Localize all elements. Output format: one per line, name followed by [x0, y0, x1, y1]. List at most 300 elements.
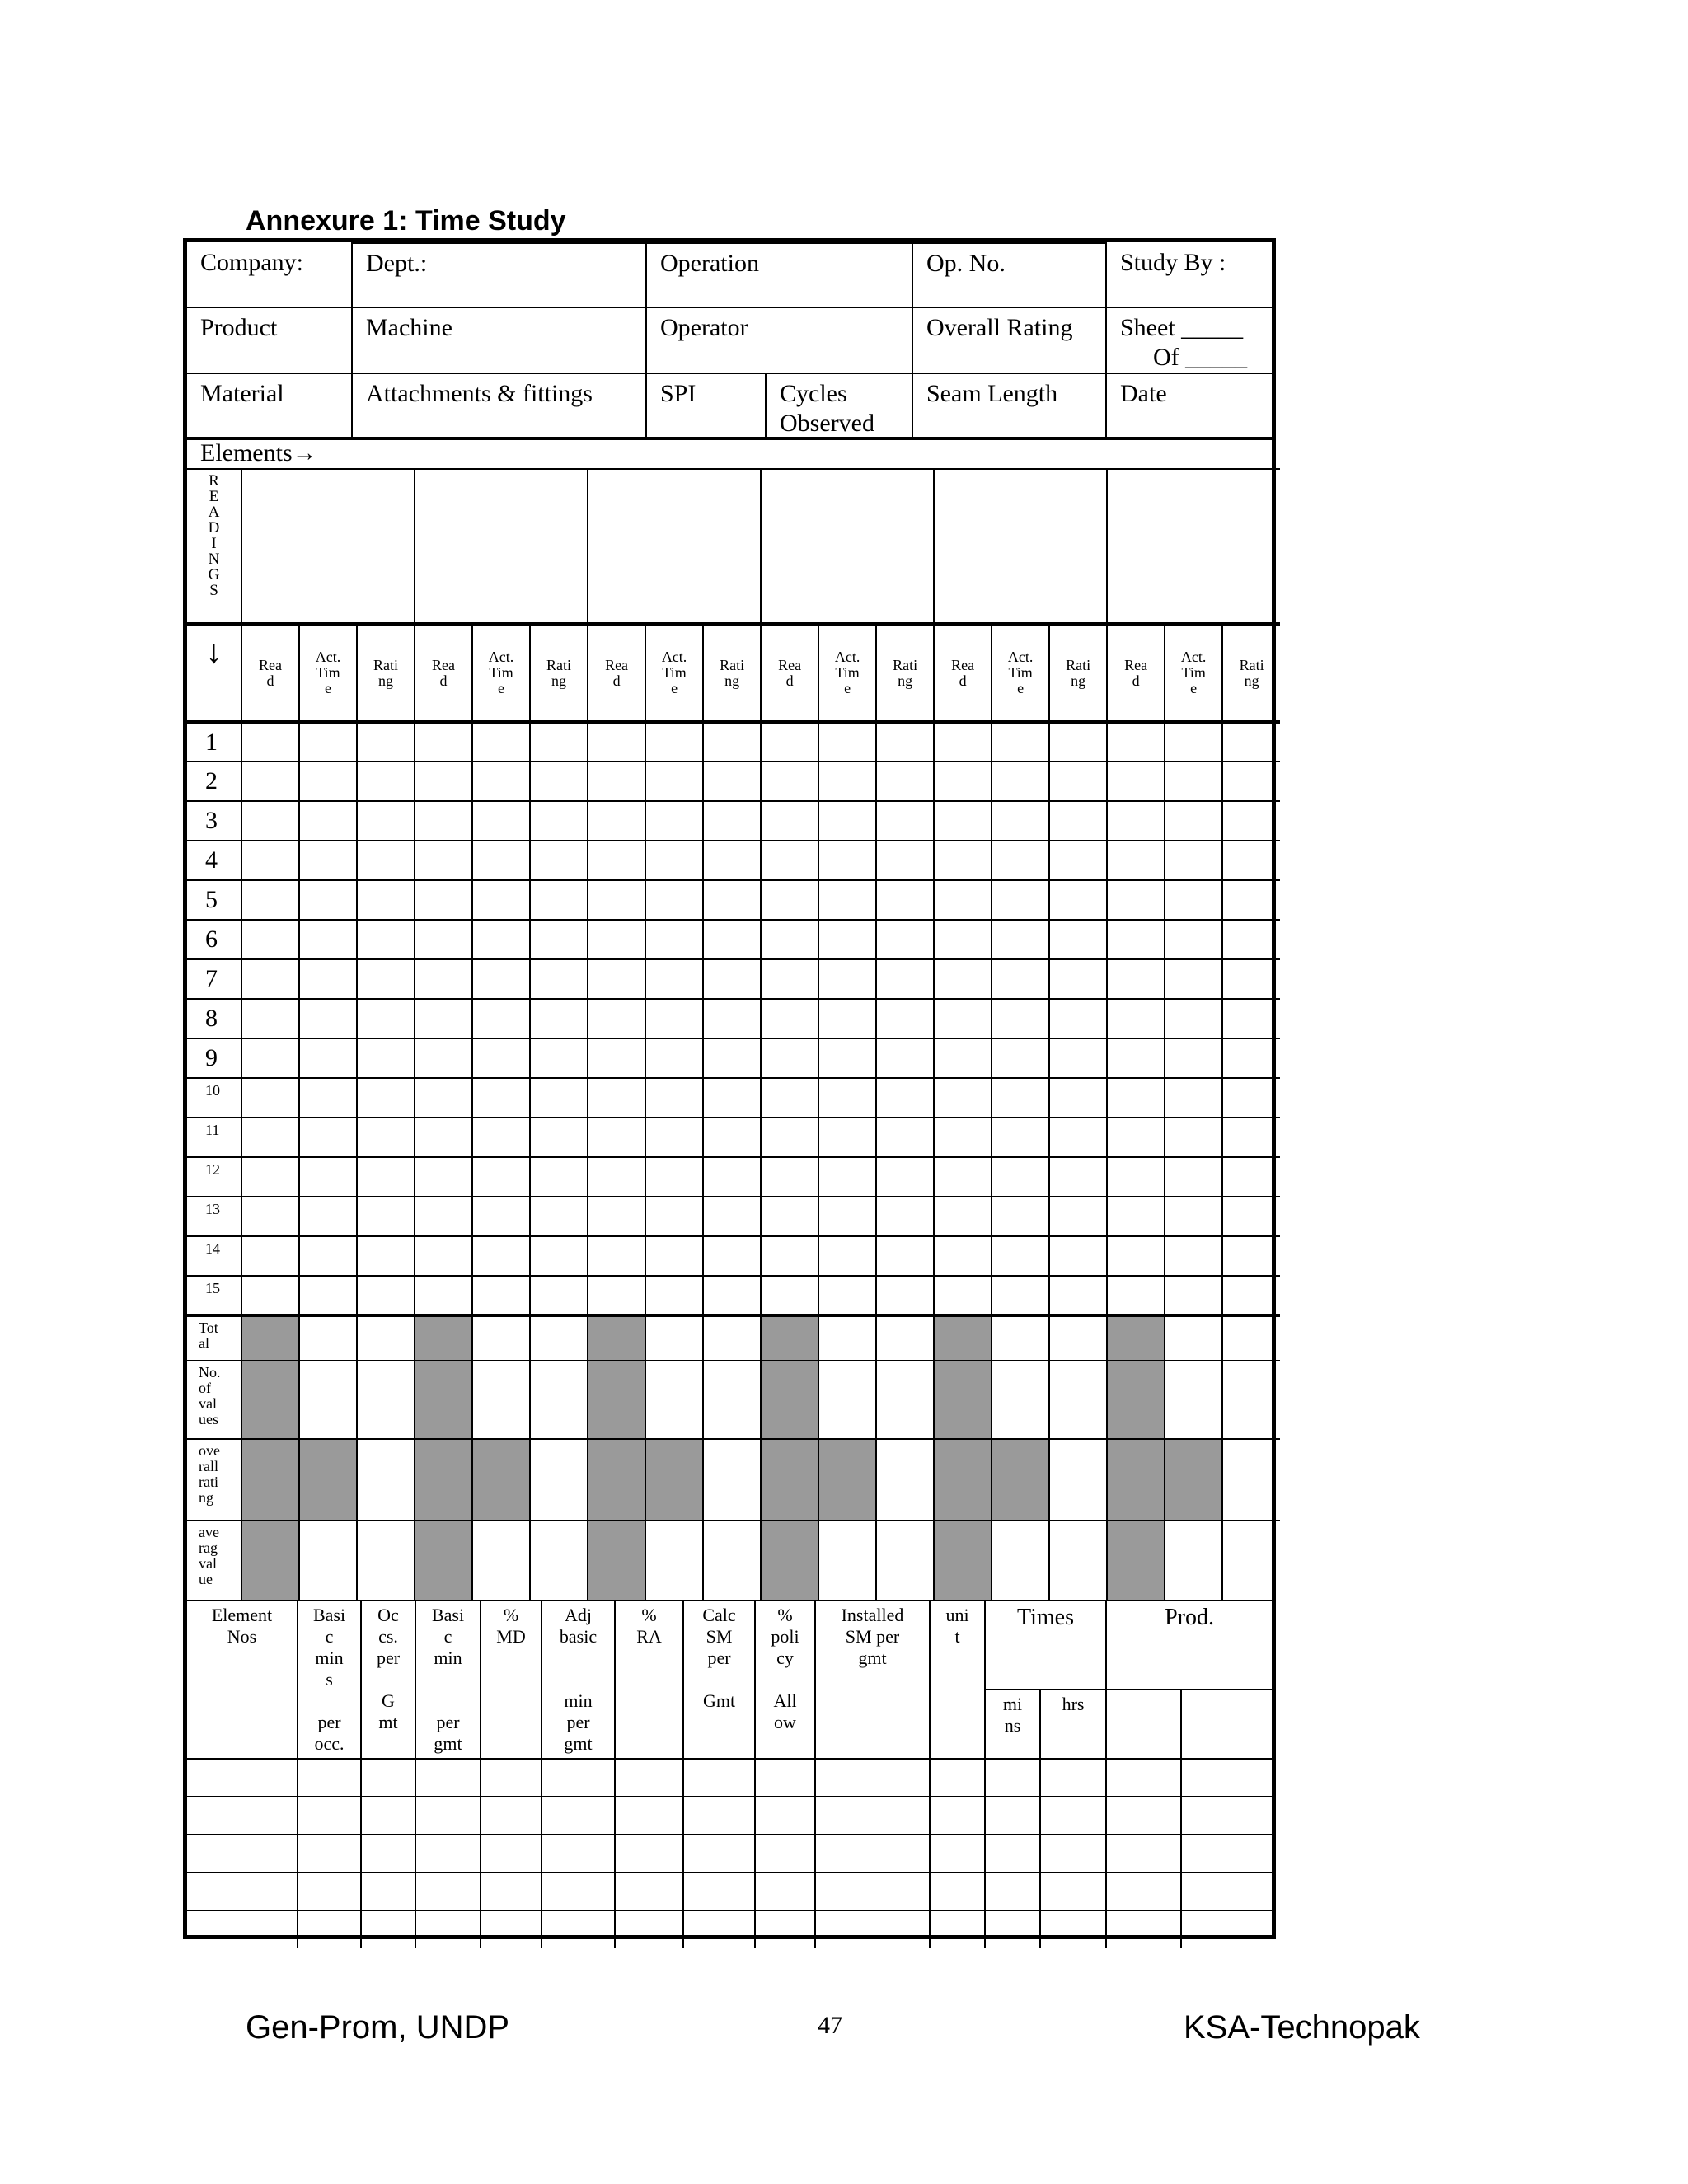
- reading-cell[interactable]: [1107, 1078, 1165, 1118]
- reading-cell[interactable]: [761, 1236, 818, 1276]
- reading-cell[interactable]: [472, 999, 530, 1038]
- attachments-field[interactable]: Attachments & fittings: [352, 373, 646, 439]
- summary-entry-cell[interactable]: [1040, 1835, 1106, 1872]
- reading-cell[interactable]: [992, 1157, 1049, 1197]
- summary-cell[interactable]: [530, 1315, 588, 1361]
- summary-cell[interactable]: [703, 1439, 761, 1521]
- reading-cell[interactable]: [1049, 762, 1107, 801]
- reading-cell[interactable]: [241, 1157, 299, 1197]
- reading-cell[interactable]: [818, 801, 876, 841]
- summary-entry-cell[interactable]: [1181, 1759, 1272, 1797]
- reading-cell[interactable]: [876, 1078, 934, 1118]
- summary-cell[interactable]: [703, 1361, 761, 1439]
- reading-cell[interactable]: [1107, 880, 1165, 920]
- reading-cell[interactable]: [992, 1078, 1049, 1118]
- reading-cell[interactable]: [588, 920, 645, 959]
- reading-cell[interactable]: [761, 722, 818, 762]
- summary-entry-cell[interactable]: [755, 1872, 815, 1910]
- reading-cell[interactable]: [472, 1157, 530, 1197]
- reading-cell[interactable]: [357, 1078, 415, 1118]
- summary-cell[interactable]: [876, 1361, 934, 1439]
- reading-cell[interactable]: [299, 880, 357, 920]
- summary-cell[interactable]: [818, 1521, 876, 1600]
- reading-cell[interactable]: [1222, 841, 1280, 880]
- summary-entry-cell[interactable]: [1040, 1797, 1106, 1835]
- reading-cell[interactable]: [818, 1118, 876, 1157]
- reading-cell[interactable]: [992, 880, 1049, 920]
- summary-cell[interactable]: [299, 1361, 357, 1439]
- reading-cell[interactable]: [1049, 1157, 1107, 1197]
- reading-cell[interactable]: [1165, 722, 1222, 762]
- reading-cell[interactable]: [241, 959, 299, 999]
- reading-cell[interactable]: [472, 959, 530, 999]
- summary-entry-cell[interactable]: [542, 1759, 615, 1797]
- summary-entry-cell[interactable]: [815, 1797, 930, 1835]
- reading-cell[interactable]: [530, 880, 588, 920]
- reading-cell[interactable]: [992, 841, 1049, 880]
- reading-cell[interactable]: [472, 1118, 530, 1157]
- reading-cell[interactable]: [992, 722, 1049, 762]
- reading-cell[interactable]: [761, 1078, 818, 1118]
- overall-rating-field[interactable]: Overall Rating: [912, 307, 1106, 373]
- reading-cell[interactable]: [818, 1078, 876, 1118]
- summary-entry-cell[interactable]: [1106, 1797, 1181, 1835]
- reading-cell[interactable]: [530, 762, 588, 801]
- reading-cell[interactable]: [703, 959, 761, 999]
- reading-cell[interactable]: [645, 801, 703, 841]
- summary-entry-cell[interactable]: [542, 1797, 615, 1835]
- reading-cell[interactable]: [645, 1078, 703, 1118]
- summary-cell[interactable]: [1165, 1361, 1222, 1439]
- summary-entry-cell[interactable]: [615, 1797, 683, 1835]
- reading-cell[interactable]: [357, 722, 415, 762]
- element-name-cell[interactable]: [761, 469, 934, 624]
- reading-cell[interactable]: [818, 722, 876, 762]
- reading-cell[interactable]: [415, 1157, 472, 1197]
- reading-cell[interactable]: [761, 841, 818, 880]
- summary-entry-cell[interactable]: [1181, 1872, 1272, 1910]
- summary-entry-cell[interactable]: [481, 1797, 542, 1835]
- summary-cell[interactable]: [992, 1315, 1049, 1361]
- reading-cell[interactable]: [357, 999, 415, 1038]
- reading-cell[interactable]: [1165, 1157, 1222, 1197]
- reading-cell[interactable]: [645, 1157, 703, 1197]
- summary-entry-cell[interactable]: [415, 1910, 481, 1948]
- reading-cell[interactable]: [1049, 1038, 1107, 1078]
- reading-cell[interactable]: [1049, 1197, 1107, 1236]
- summary-cell[interactable]: [645, 1315, 703, 1361]
- reading-cell[interactable]: [645, 1236, 703, 1276]
- reading-cell[interactable]: [588, 1197, 645, 1236]
- reading-cell[interactable]: [588, 1276, 645, 1315]
- reading-cell[interactable]: [241, 880, 299, 920]
- reading-cell[interactable]: [703, 880, 761, 920]
- spi-field[interactable]: SPI: [646, 373, 766, 439]
- summary-entry-cell[interactable]: [1040, 1759, 1106, 1797]
- reading-cell[interactable]: [357, 1197, 415, 1236]
- summary-entry-cell[interactable]: [415, 1872, 481, 1910]
- reading-cell[interactable]: [415, 1038, 472, 1078]
- reading-cell[interactable]: [530, 959, 588, 999]
- reading-cell[interactable]: [934, 1276, 992, 1315]
- summary-entry-cell[interactable]: [481, 1759, 542, 1797]
- summary-entry-cell[interactable]: [361, 1797, 415, 1835]
- summary-entry-cell[interactable]: [415, 1835, 481, 1872]
- reading-cell[interactable]: [761, 801, 818, 841]
- reading-cell[interactable]: [472, 1078, 530, 1118]
- reading-cell[interactable]: [241, 920, 299, 959]
- reading-cell[interactable]: [1222, 880, 1280, 920]
- reading-cell[interactable]: [1165, 1118, 1222, 1157]
- reading-cell[interactable]: [1165, 920, 1222, 959]
- summary-entry-cell[interactable]: [755, 1759, 815, 1797]
- reading-cell[interactable]: [876, 841, 934, 880]
- reading-cell[interactable]: [1165, 801, 1222, 841]
- summary-entry-cell[interactable]: [298, 1872, 361, 1910]
- reading-cell[interactable]: [415, 999, 472, 1038]
- reading-cell[interactable]: [1165, 999, 1222, 1038]
- summary-cell[interactable]: [357, 1439, 415, 1521]
- reading-cell[interactable]: [645, 1276, 703, 1315]
- reading-cell[interactable]: [241, 999, 299, 1038]
- reading-cell[interactable]: [1165, 1038, 1222, 1078]
- summary-entry-cell[interactable]: [187, 1872, 298, 1910]
- reading-cell[interactable]: [1222, 722, 1280, 762]
- reading-cell[interactable]: [703, 762, 761, 801]
- reading-cell[interactable]: [645, 841, 703, 880]
- reading-cell[interactable]: [645, 999, 703, 1038]
- reading-cell[interactable]: [1107, 722, 1165, 762]
- reading-cell[interactable]: [1107, 762, 1165, 801]
- summary-entry-cell[interactable]: [683, 1910, 755, 1948]
- reading-cell[interactable]: [1107, 1157, 1165, 1197]
- summary-entry-cell[interactable]: [1106, 1759, 1181, 1797]
- reading-cell[interactable]: [241, 722, 299, 762]
- op-no-field[interactable]: Op. No.: [912, 243, 1106, 307]
- reading-cell[interactable]: [703, 722, 761, 762]
- reading-cell[interactable]: [1107, 801, 1165, 841]
- reading-cell[interactable]: [876, 722, 934, 762]
- reading-cell[interactable]: [818, 1236, 876, 1276]
- reading-cell[interactable]: [530, 999, 588, 1038]
- reading-cell[interactable]: [530, 1118, 588, 1157]
- reading-cell[interactable]: [876, 801, 934, 841]
- reading-cell[interactable]: [1049, 880, 1107, 920]
- cycles-observed-field[interactable]: [766, 373, 912, 439]
- operator-field[interactable]: Operator: [646, 307, 912, 373]
- seam-length-field[interactable]: Seam Length: [912, 373, 1106, 439]
- reading-cell[interactable]: [241, 1276, 299, 1315]
- reading-cell[interactable]: [530, 722, 588, 762]
- summary-entry-cell[interactable]: [1181, 1797, 1272, 1835]
- reading-cell[interactable]: [818, 959, 876, 999]
- reading-cell[interactable]: [761, 1197, 818, 1236]
- reading-cell[interactable]: [761, 1118, 818, 1157]
- reading-cell[interactable]: [934, 722, 992, 762]
- reading-cell[interactable]: [530, 1197, 588, 1236]
- reading-cell[interactable]: [992, 1236, 1049, 1276]
- reading-cell[interactable]: [415, 880, 472, 920]
- reading-cell[interactable]: [472, 801, 530, 841]
- reading-cell[interactable]: [357, 762, 415, 801]
- reading-cell[interactable]: [415, 1118, 472, 1157]
- reading-cell[interactable]: [415, 1236, 472, 1276]
- summary-entry-cell[interactable]: [542, 1835, 615, 1872]
- reading-cell[interactable]: [1107, 999, 1165, 1038]
- summary-entry-cell[interactable]: [361, 1835, 415, 1872]
- reading-cell[interactable]: [299, 1157, 357, 1197]
- reading-cell[interactable]: [761, 1038, 818, 1078]
- reading-cell[interactable]: [530, 1078, 588, 1118]
- reading-cell[interactable]: [299, 999, 357, 1038]
- summary-entry-cell[interactable]: [1040, 1872, 1106, 1910]
- summary-entry-cell[interactable]: [1106, 1872, 1181, 1910]
- summary-cell[interactable]: [530, 1439, 588, 1521]
- summary-entry-cell[interactable]: [930, 1835, 985, 1872]
- summary-cell[interactable]: [1165, 1315, 1222, 1361]
- reading-cell[interactable]: [588, 1078, 645, 1118]
- reading-cell[interactable]: [761, 1157, 818, 1197]
- reading-cell[interactable]: [588, 1157, 645, 1197]
- reading-cell[interactable]: [876, 1038, 934, 1078]
- element-name-cell[interactable]: [588, 469, 761, 624]
- reading-cell[interactable]: [876, 880, 934, 920]
- reading-cell[interactable]: [703, 841, 761, 880]
- study-by-field[interactable]: Study By :: [1106, 243, 1272, 307]
- reading-cell[interactable]: [1165, 1078, 1222, 1118]
- summary-entry-cell[interactable]: [298, 1835, 361, 1872]
- summary-entry-cell[interactable]: [481, 1835, 542, 1872]
- reading-cell[interactable]: [1222, 1078, 1280, 1118]
- reading-cell[interactable]: [934, 1197, 992, 1236]
- reading-cell[interactable]: [761, 999, 818, 1038]
- summary-entry-cell[interactable]: [298, 1797, 361, 1835]
- reading-cell[interactable]: [415, 762, 472, 801]
- reading-cell[interactable]: [1165, 959, 1222, 999]
- reading-cell[interactable]: [818, 999, 876, 1038]
- reading-cell[interactable]: [1049, 1078, 1107, 1118]
- company-field[interactable]: Company:: [187, 243, 352, 307]
- reading-cell[interactable]: [992, 920, 1049, 959]
- summary-cell[interactable]: [1222, 1361, 1280, 1439]
- reading-cell[interactable]: [357, 801, 415, 841]
- summary-cell[interactable]: [818, 1361, 876, 1439]
- summary-entry-cell[interactable]: [1106, 1835, 1181, 1872]
- summary-entry-cell[interactable]: [985, 1872, 1040, 1910]
- reading-cell[interactable]: [992, 959, 1049, 999]
- reading-cell[interactable]: [241, 762, 299, 801]
- summary-entry-cell[interactable]: [481, 1872, 542, 1910]
- reading-cell[interactable]: [934, 1118, 992, 1157]
- summary-entry-cell[interactable]: [187, 1797, 298, 1835]
- reading-cell[interactable]: [818, 762, 876, 801]
- reading-cell[interactable]: [876, 999, 934, 1038]
- reading-cell[interactable]: [761, 762, 818, 801]
- reading-cell[interactable]: [357, 880, 415, 920]
- reading-cell[interactable]: [703, 920, 761, 959]
- reading-cell[interactable]: [241, 1078, 299, 1118]
- reading-cell[interactable]: [472, 920, 530, 959]
- reading-cell[interactable]: [415, 801, 472, 841]
- summary-cell[interactable]: [992, 1361, 1049, 1439]
- reading-cell[interactable]: [645, 1197, 703, 1236]
- element-name-cell[interactable]: [934, 469, 1107, 624]
- reading-cell[interactable]: [992, 1276, 1049, 1315]
- reading-cell[interactable]: [530, 920, 588, 959]
- reading-cell[interactable]: [1222, 1197, 1280, 1236]
- reading-cell[interactable]: [357, 841, 415, 880]
- summary-cell[interactable]: [1049, 1439, 1107, 1521]
- summary-cell[interactable]: [530, 1521, 588, 1600]
- reading-cell[interactable]: [588, 801, 645, 841]
- summary-entry-cell[interactable]: [187, 1759, 298, 1797]
- reading-cell[interactable]: [1049, 999, 1107, 1038]
- reading-cell[interactable]: [1107, 1118, 1165, 1157]
- summary-cell[interactable]: [1049, 1521, 1107, 1600]
- reading-cell[interactable]: [1107, 959, 1165, 999]
- reading-cell[interactable]: [703, 1038, 761, 1078]
- reading-cell[interactable]: [1165, 1276, 1222, 1315]
- reading-cell[interactable]: [876, 920, 934, 959]
- summary-entry-cell[interactable]: [361, 1872, 415, 1910]
- reading-cell[interactable]: [761, 920, 818, 959]
- summary-entry-cell[interactable]: [298, 1759, 361, 1797]
- reading-cell[interactable]: [876, 762, 934, 801]
- reading-cell[interactable]: [1049, 920, 1107, 959]
- summary-cell[interactable]: [357, 1315, 415, 1361]
- summary-entry-cell[interactable]: [361, 1910, 415, 1948]
- reading-cell[interactable]: [818, 920, 876, 959]
- reading-cell[interactable]: [299, 920, 357, 959]
- reading-cell[interactable]: [357, 959, 415, 999]
- reading-cell[interactable]: [703, 1197, 761, 1236]
- summary-entry-cell[interactable]: [683, 1759, 755, 1797]
- reading-cell[interactable]: [645, 1118, 703, 1157]
- reading-cell[interactable]: [1165, 880, 1222, 920]
- reading-cell[interactable]: [241, 1236, 299, 1276]
- summary-entry-cell[interactable]: [615, 1910, 683, 1948]
- summary-entry-cell[interactable]: [683, 1797, 755, 1835]
- summary-entry-cell[interactable]: [1040, 1910, 1106, 1948]
- reading-cell[interactable]: [415, 1078, 472, 1118]
- reading-cell[interactable]: [876, 1236, 934, 1276]
- reading-cell[interactable]: [1107, 841, 1165, 880]
- reading-cell[interactable]: [241, 801, 299, 841]
- reading-cell[interactable]: [1222, 1118, 1280, 1157]
- reading-cell[interactable]: [1049, 722, 1107, 762]
- reading-cell[interactable]: [588, 841, 645, 880]
- summary-entry-cell[interactable]: [361, 1759, 415, 1797]
- reading-cell[interactable]: [415, 920, 472, 959]
- reading-cell[interactable]: [1107, 1038, 1165, 1078]
- summary-cell[interactable]: [357, 1521, 415, 1600]
- reading-cell[interactable]: [1107, 1236, 1165, 1276]
- summary-entry-cell[interactable]: [930, 1910, 985, 1948]
- summary-entry-cell[interactable]: [815, 1872, 930, 1910]
- reading-cell[interactable]: [588, 959, 645, 999]
- summary-entry-cell[interactable]: [985, 1759, 1040, 1797]
- reading-cell[interactable]: [934, 841, 992, 880]
- material-field[interactable]: Material: [187, 373, 352, 439]
- reading-cell[interactable]: [876, 1276, 934, 1315]
- reading-cell[interactable]: [1222, 1038, 1280, 1078]
- reading-cell[interactable]: [357, 1038, 415, 1078]
- reading-cell[interactable]: [992, 762, 1049, 801]
- reading-cell[interactable]: [1222, 959, 1280, 999]
- reading-cell[interactable]: [472, 880, 530, 920]
- reading-cell[interactable]: [1049, 1276, 1107, 1315]
- summary-cell[interactable]: [992, 1521, 1049, 1600]
- reading-cell[interactable]: [992, 1197, 1049, 1236]
- reading-cell[interactable]: [703, 1157, 761, 1197]
- summary-cell[interactable]: [357, 1361, 415, 1439]
- reading-cell[interactable]: [241, 1197, 299, 1236]
- reading-cell[interactable]: [299, 722, 357, 762]
- reading-cell[interactable]: [472, 1197, 530, 1236]
- reading-cell[interactable]: [934, 801, 992, 841]
- summary-entry-cell[interactable]: [930, 1872, 985, 1910]
- reading-cell[interactable]: [703, 1236, 761, 1276]
- reading-cell[interactable]: [299, 959, 357, 999]
- summary-entry-cell[interactable]: [298, 1910, 361, 1948]
- summary-cell[interactable]: [1222, 1521, 1280, 1600]
- reading-cell[interactable]: [876, 1118, 934, 1157]
- summary-entry-cell[interactable]: [187, 1835, 298, 1872]
- reading-cell[interactable]: [1222, 801, 1280, 841]
- operation-field[interactable]: Operation: [646, 243, 912, 307]
- reading-cell[interactable]: [299, 841, 357, 880]
- reading-cell[interactable]: [876, 1157, 934, 1197]
- reading-cell[interactable]: [703, 1118, 761, 1157]
- summary-cell[interactable]: [876, 1315, 934, 1361]
- reading-cell[interactable]: [818, 880, 876, 920]
- reading-cell[interactable]: [357, 1157, 415, 1197]
- reading-cell[interactable]: [1049, 959, 1107, 999]
- summary-entry-cell[interactable]: [815, 1910, 930, 1948]
- reading-cell[interactable]: [992, 999, 1049, 1038]
- reading-cell[interactable]: [415, 722, 472, 762]
- summary-entry-cell[interactable]: [755, 1797, 815, 1835]
- summary-entry-cell[interactable]: [415, 1759, 481, 1797]
- reading-cell[interactable]: [415, 841, 472, 880]
- reading-cell[interactable]: [645, 762, 703, 801]
- reading-cell[interactable]: [588, 1236, 645, 1276]
- reading-cell[interactable]: [703, 999, 761, 1038]
- reading-cell[interactable]: [472, 762, 530, 801]
- summary-entry-cell[interactable]: [930, 1759, 985, 1797]
- summary-entry-cell[interactable]: [683, 1872, 755, 1910]
- reading-cell[interactable]: [299, 1236, 357, 1276]
- reading-cell[interactable]: [1165, 1197, 1222, 1236]
- reading-cell[interactable]: [1165, 841, 1222, 880]
- reading-cell[interactable]: [588, 762, 645, 801]
- reading-cell[interactable]: [299, 1118, 357, 1157]
- reading-cell[interactable]: [703, 801, 761, 841]
- reading-cell[interactable]: [703, 1078, 761, 1118]
- reading-cell[interactable]: [934, 762, 992, 801]
- reading-cell[interactable]: [1222, 999, 1280, 1038]
- summary-entry-cell[interactable]: [615, 1872, 683, 1910]
- reading-cell[interactable]: [645, 722, 703, 762]
- reading-cell[interactable]: [588, 999, 645, 1038]
- reading-cell[interactable]: [357, 1236, 415, 1276]
- reading-cell[interactable]: [761, 880, 818, 920]
- reading-cell[interactable]: [934, 1157, 992, 1197]
- summary-entry-cell[interactable]: [755, 1835, 815, 1872]
- reading-cell[interactable]: [530, 1236, 588, 1276]
- reading-cell[interactable]: [934, 1078, 992, 1118]
- reading-cell[interactable]: [934, 1038, 992, 1078]
